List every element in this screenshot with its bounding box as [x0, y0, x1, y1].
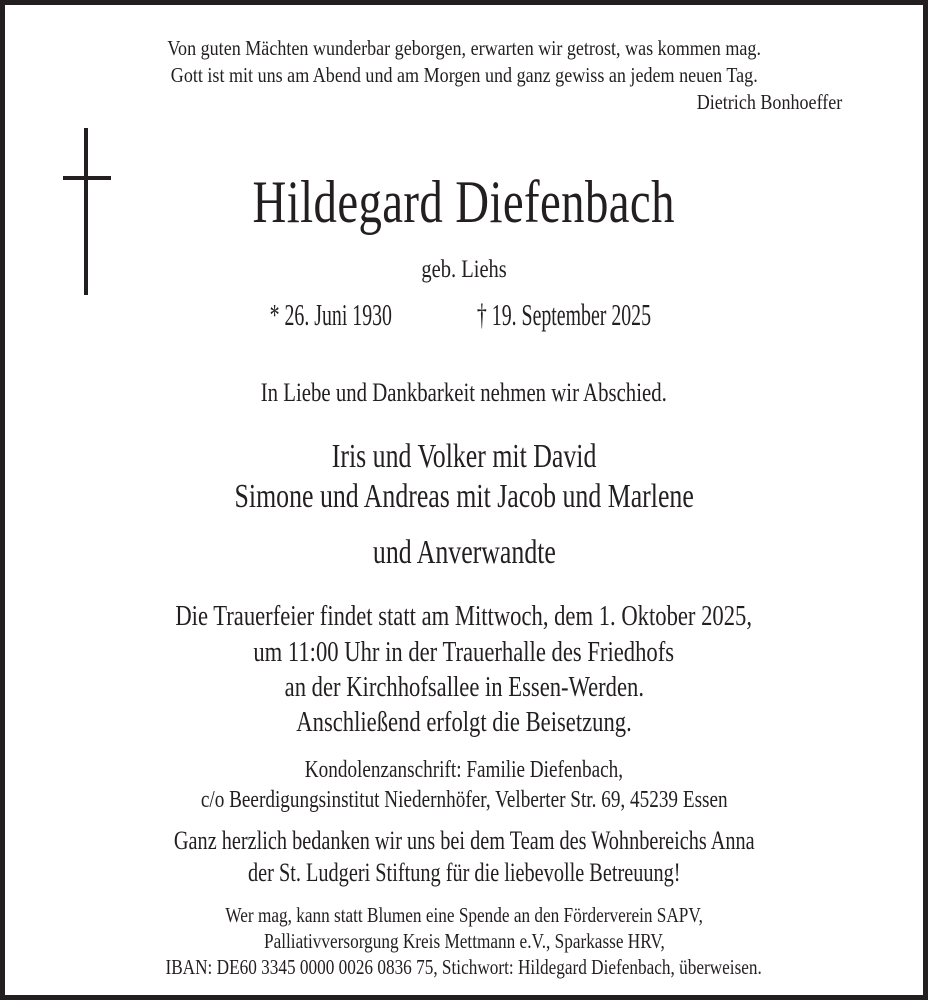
dates-wrapper — [255, 297, 674, 333]
thanks-line-1 — [0, 826, 928, 856]
birth-name — [0, 256, 928, 284]
quote-text: Von guten Mächten wunderbar geborgen, erwarten wir getrost, was kommen mag. — [167, 36, 761, 60]
condolence-text: Kondolenzanschrift: Familie Diefenbach, — [304, 757, 624, 783]
donation-text: Wer mag, kann statt Blumen eine Spende an den Förderverein SAPV, — [225, 903, 703, 927]
service-text: um 11:00 Uhr in der Trauerhalle des Friedhofs — [253, 636, 675, 668]
donation-text: Palliativversorgung Kreis Mettmann e.V., Sparkasse HRV, — [263, 929, 665, 953]
thanks-text: der St. Ludgeri Stiftung für die liebevolle Betreuung! — [247, 858, 681, 887]
death-date: † 19. September 2025 — [477, 297, 652, 332]
thanks-line-2 — [0, 858, 928, 888]
quote-line-1 — [0, 36, 928, 61]
deceased-name — [0, 168, 928, 237]
thanks-text: Ganz herzlich bedanken wir uns bei dem Team des Wohnbereichs Anna — [173, 826, 755, 855]
mourners-text: Iris und Volker mit David — [331, 438, 597, 475]
mourners-text: Simone und Andreas mit Jacob und Marlene — [234, 478, 694, 515]
quote-author — [673, 90, 842, 115]
mourners-text: und Anverwandte — [372, 534, 556, 571]
donation-text: IBAN: DE60 3345 0000 0026 0836 75, Stichwort: Hildegard Diefenbach, überweisen. — [165, 955, 763, 979]
birth-name-text: geb. Liehs — [421, 256, 507, 283]
quote-line-2 — [0, 63, 928, 88]
mourners-line-2 — [0, 478, 928, 516]
service-text: Anschließend erfolgt die Beisetzung. — [296, 706, 632, 738]
quote-text: Gott ist mit uns am Abend und am Morgen und ganz gewiss an jedem neuen Tag. — [170, 63, 758, 87]
mourners-line-3 — [0, 534, 928, 572]
service-line-3 — [0, 671, 928, 704]
service-text: an der Kirchhofsallee in Essen-Werden. — [284, 671, 644, 703]
donation-line-2 — [0, 929, 928, 954]
donation-line-1 — [0, 903, 928, 928]
donation-line-3 — [0, 955, 928, 980]
service-text: Die Trauerfeier findet statt am Mittwoch, dem 1. Oktober 2025, — [175, 600, 753, 632]
condolence-line-1 — [0, 757, 928, 784]
service-line-1 — [0, 600, 928, 633]
condolence-text: c/o Beerdigungsinstitut Niedernhöfer, Velberter Str. 69, 45239 Essen — [200, 787, 728, 813]
condolence-line-2 — [0, 787, 928, 814]
life-dates — [0, 297, 928, 333]
service-line-2 — [0, 636, 928, 669]
birth-date: * 26. Juni 1930 — [269, 297, 393, 332]
service-line-4 — [0, 706, 928, 739]
farewell-text: In Liebe und Dankbarkeit nehmen wir Abschied. — [260, 378, 668, 407]
deceased-name-text: Hildegard Diefenbach — [252, 169, 676, 235]
mourners-line-1 — [0, 438, 928, 476]
farewell-line — [0, 378, 928, 408]
quote-author-text: Dietrich Bonhoeffer — [696, 90, 842, 114]
